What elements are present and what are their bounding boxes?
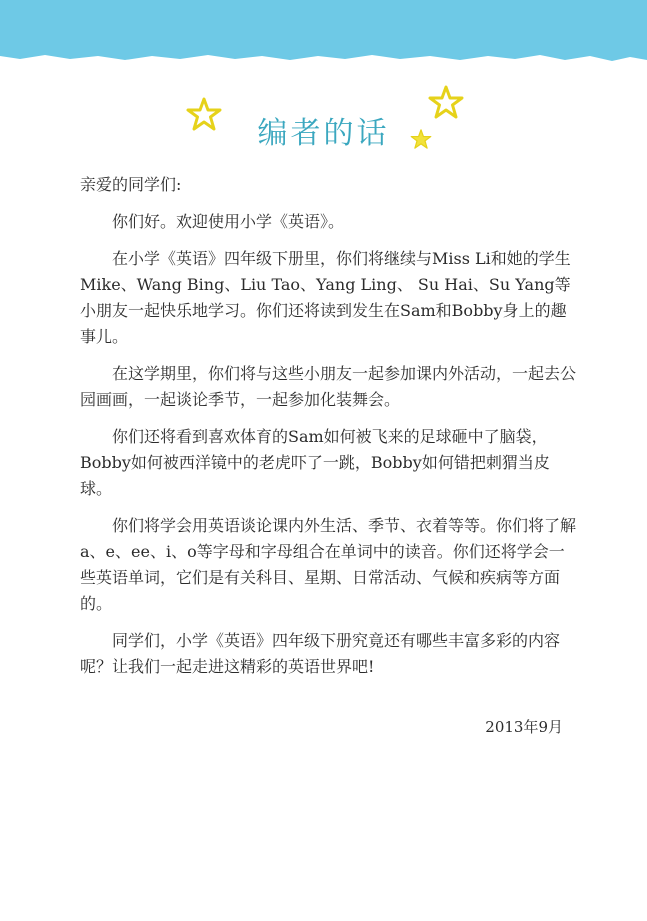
paragraph: 同学们，小学《英语》四年级下册究竟还有哪些丰富多彩的内容呢？让我们一起走进这精彩的英语世界吧! [80, 631, 561, 676]
paragraph: 在这学期里，你们将与这些小朋友一起参加课内外活动，一起去公园画画，一起谈论季节，一起参加化装舞会。 [80, 364, 577, 409]
paragraph: 你们好。欢迎使用小学《英语》。 [112, 212, 345, 231]
top-color-band [0, 0, 647, 70]
salutation: 亲爱的同学们: [80, 175, 182, 194]
date-line: 2013年9月 [485, 718, 563, 736]
paragraph: 在小学《英语》四年级下册里，你们将继续与Miss Li和她的学生Mike、Wang Bing、Liu Tao、Yang Ling、 Su Hai、Su Yang等小朋友一起快乐地学习。你们还将读到发生在Sam和Bobby身上的趣事儿。 [80, 249, 571, 346]
page-title: 编者的话 [257, 116, 390, 151]
paragraph: 你们还将看到喜欢体育的Sam如何被飞来的足球砸中了脑袋，Bobby如何被西洋镜中的老虎吓了一跳，Bobby如何错把刺猬当皮球。 [80, 427, 550, 498]
paragraph: 你们将学会用英语谈论课内外生活、季节、衣着等等。你们将了解a、e、ee、i、o等字母和字母组合在单词中的读音。你们还将学会一些英语单词，它们是有关科目、星期、日常活动、气候和疾病等方面的。 [80, 516, 577, 613]
letter-body [80, 172, 580, 691]
